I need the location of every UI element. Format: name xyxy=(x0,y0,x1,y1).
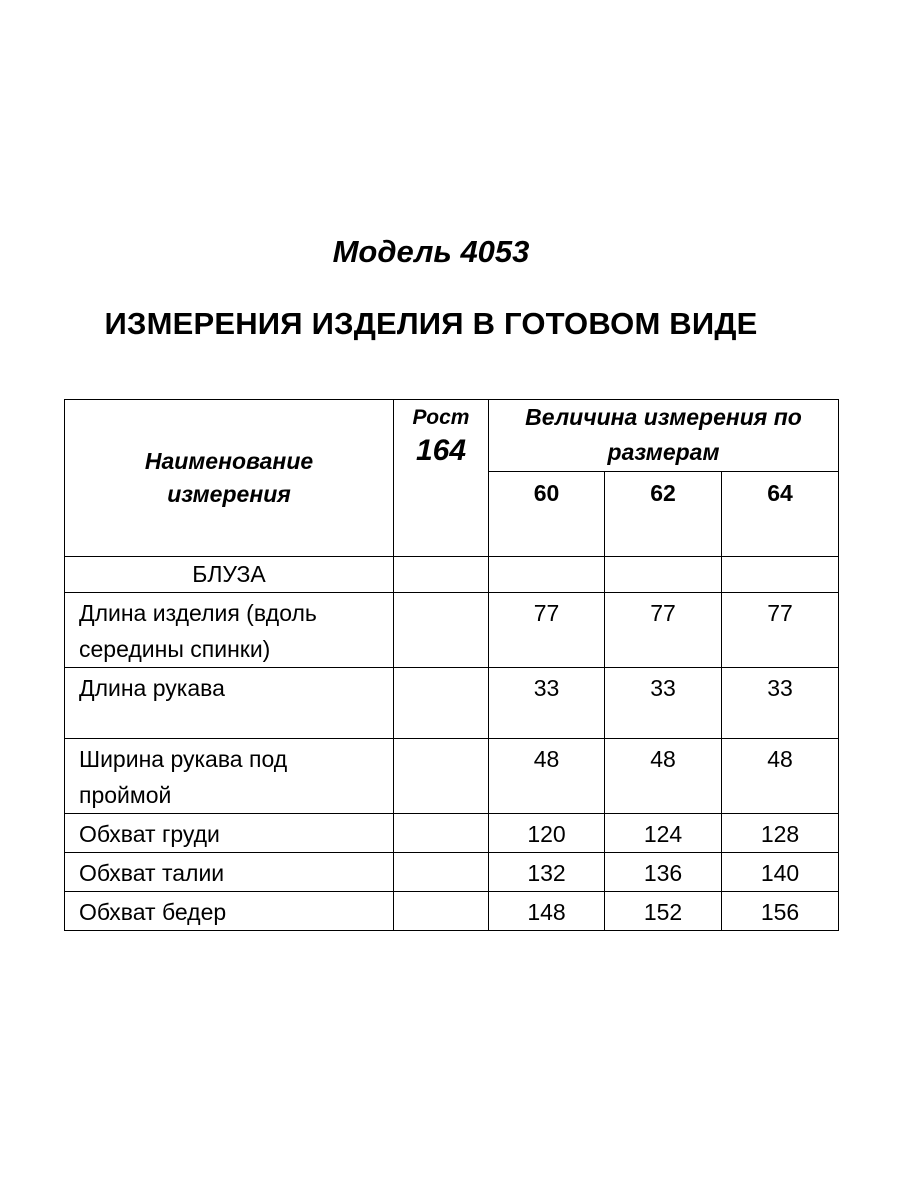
empty-cell xyxy=(489,557,605,593)
measurement-name: Обхват талии xyxy=(65,853,394,892)
height-value-cell xyxy=(394,892,489,931)
measurement-name-line1: Длина рукава xyxy=(79,675,225,701)
value-size-60: 33 xyxy=(489,668,605,739)
value-size-60: 132 xyxy=(489,853,605,892)
height-value-cell xyxy=(394,814,489,853)
value-size-62: 33 xyxy=(605,668,722,739)
table-row xyxy=(65,892,839,931)
empty-cell xyxy=(605,557,722,593)
value-size-62: 152 xyxy=(605,892,722,931)
value-size-64: 156 xyxy=(722,892,839,931)
size-header-60: 60 xyxy=(489,472,605,557)
value-size-64: 33 xyxy=(722,668,839,739)
value-size-62: 124 xyxy=(605,814,722,853)
section-label: БЛУЗА xyxy=(65,557,394,593)
model-title: Модель 4053 xyxy=(332,234,530,269)
empty-cell xyxy=(394,557,489,593)
measurement-name: Обхват груди xyxy=(65,814,394,853)
table-row xyxy=(65,668,839,739)
measurement-name xyxy=(65,739,394,814)
size-header-62: 62 xyxy=(605,472,722,557)
value-size-64: 77 xyxy=(722,593,839,668)
measurement-name-header-line2: измерения xyxy=(167,481,291,507)
height-value-cell xyxy=(394,593,489,668)
value-size-60: 77 xyxy=(489,593,605,668)
height-value-cell xyxy=(394,853,489,892)
sizes-group-header-line1: Величина измерения по xyxy=(525,404,802,430)
value-size-62: 136 xyxy=(605,853,722,892)
measurement-name xyxy=(65,593,394,668)
measurement-name: Обхват бедер xyxy=(65,892,394,931)
value-size-60: 48 xyxy=(489,739,605,814)
height-label: Рост xyxy=(412,406,470,429)
measurements-table xyxy=(64,399,839,931)
measurement-name xyxy=(65,668,394,739)
measurement-name-header-line1: Наименование xyxy=(144,448,314,474)
measurement-name-line2: проймой xyxy=(79,782,172,808)
height-value: 164 xyxy=(415,434,467,467)
value-size-64: 140 xyxy=(722,853,839,892)
measurement-name-line1: Длина изделия (вдоль xyxy=(79,600,317,626)
page-title: ИЗМЕРЕНИЯ ИЗДЕЛИЯ В ГОТОВОМ ВИДЕ xyxy=(104,306,758,341)
sizes-group-header-line2: размерам xyxy=(607,439,720,465)
empty-cell xyxy=(722,557,839,593)
measurement-name-line1: Ширина рукава под xyxy=(79,746,288,772)
measurement-name-header xyxy=(65,400,394,557)
table-row xyxy=(65,739,839,814)
height-value-cell xyxy=(394,739,489,814)
value-size-60: 148 xyxy=(489,892,605,931)
table-row xyxy=(65,853,839,892)
value-size-60: 120 xyxy=(489,814,605,853)
measurement-name-line2: середины спинки) xyxy=(79,636,271,662)
value-size-62: 48 xyxy=(605,739,722,814)
value-size-64: 128 xyxy=(722,814,839,853)
height-value-cell xyxy=(394,668,489,739)
height-header xyxy=(394,400,489,557)
size-header-64: 64 xyxy=(722,472,839,557)
table-row xyxy=(65,814,839,853)
sizes-group-header xyxy=(489,400,839,472)
value-size-62: 77 xyxy=(605,593,722,668)
table-row xyxy=(65,593,839,668)
value-size-64: 48 xyxy=(722,739,839,814)
